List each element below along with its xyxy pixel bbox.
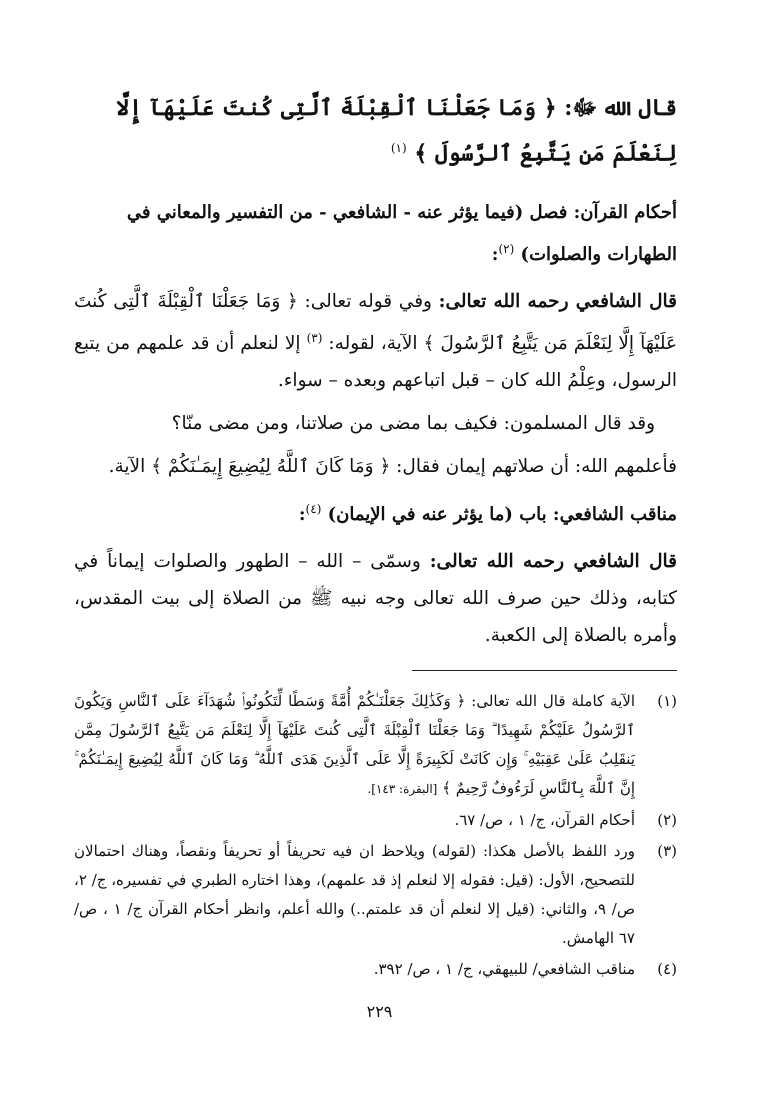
page-number: ٢٢٩ — [366, 1002, 393, 1021]
footnote-text: مناقب الشافعي/ للبيهقي، ج/ ١ ، ص/ ٣٩٢. — [373, 960, 635, 979]
footnote-source: [البقرة: ١٤٣]. — [367, 782, 438, 797]
footnote-mark: (٢) — [498, 242, 515, 257]
section-title-ahkam — [74, 195, 677, 273]
speaker-label: قال الشافعي رحمه الله تعالى: — [438, 291, 677, 313]
paragraph-text: إلا لنعلم أن قد علمهم من يتبع الرسول، وعِلْمُ الله كان – قبل اتباعهم وبعده – سواء. — [74, 333, 677, 392]
paragraph — [74, 283, 677, 399]
speaker-label: قال الشافعي رحمه الله تعالى: — [429, 551, 677, 573]
header-quote-text: قال الله ﷻ: ﴿ وَمَا جَعَلْنَا ٱلْقِبْلَةَ ٱلَّتِى كُنتَ عَلَيْهَآ إِلَّا لِنَعْلَمَ مَن يَتَّبِعُ ٱلرَّسُولَ ﴾ — [116, 95, 677, 167]
paragraph-text: وفي قوله تعالى: ﴿ وَمَا جَعَلْنَا ٱلْقِبْلَةَ ٱلَّتِى كُنتَ عَلَيْهَآ إِلَّا لِنَعْلَمَ مَن يَتَّبِعُ ٱلرَّسُولَ ﴾ الآية، لقوله: — [74, 291, 678, 355]
footnote-mark: (١) — [390, 141, 407, 155]
footnote-mark: (٣) — [306, 331, 323, 346]
footnote-item — [74, 687, 677, 804]
paragraph: فأعلمهم الله: أن صلاتهم إيمان فقال: ﴿ وَمَا كَانَ ٱللَّهُ لِيُضِيعَ إِيمَـٰنَكُمْ ﴾ الآية. — [108, 456, 677, 478]
footnote-mark: (٤) — [305, 502, 322, 517]
footnote-item — [74, 806, 677, 835]
footnote-number: (٣) — [657, 842, 677, 861]
section-title-text: مناقب الشافعي: باب (ما يؤثر عنه في الإيمان) — [327, 504, 677, 526]
footnote-item — [74, 955, 677, 984]
paragraph-text: وسمّى – الله – الطهور والصلوات إيماناً في كتابه، وذلك حين صرف الله تعالى وجه نبيه ﷺ من الصلاة إلى بيت المقدس، وأمره بالصلاة إلى الكعبة. — [74, 551, 677, 647]
section-title-manaqib — [74, 491, 677, 533]
footnote-number: (١) — [657, 692, 677, 711]
section-title-text: أحكام القرآن: فصل (فيما يؤثر عنه - الشافعي - من التفسير والمعاني في الطهارات والصلوات) — [126, 202, 677, 266]
footnote-text: أحكام القرآن، ج/ ١ ، ص/ ٦٧. — [454, 811, 635, 830]
footnote-text: ورد اللفظ بالأصل هكذا: (لقوله) ويلاحظ ان فيه تحريفاً أو تحريفاً ونقصاً، وهناك احتمالان للتصحيح، الأول: (قيل: فقوله إلا لنعلم إذ قد علمهم)، وهذا اختاره الطبري في تفسيره، ج/ ٢، ص/ ٩، والثاني: (قيل إلا لنعلم أن قد علمتم..) والله أعلم، وانظر أحكام القرآن ج/ ١ ، ص/ ٦٧ الهامش. — [74, 842, 635, 948]
footnote-number: (٤) — [657, 960, 677, 979]
title-colon: : — [298, 504, 306, 526]
paragraph: وقد قال المسلمون: فكيف بما مضى من صلاتنا، ومن مضى منّا؟ — [171, 413, 655, 435]
header-quote — [74, 88, 677, 173]
footnotes-list — [74, 687, 677, 984]
title-colon: : — [491, 244, 499, 266]
footnote-text — [74, 687, 635, 804]
footnote-number: (٢) — [657, 811, 677, 830]
footnote-body: الآية كاملة قال الله تعالى: ﴿ وَكَذَٰلِكَ جَعَلْنَـٰكُمْ أُمَّةً وَسَطًا لِّتَكُونُوا۟ شُهَدَآءَ عَلَى ٱلنَّاسِ وَيَكُونَ ٱلرَّسُولُ عَلَيْكُمْ شَهِيدًا ۗ وَمَا جَعَلْنَا ٱلْقِبْلَةَ ٱلَّتِى كُنتَ عَلَيْهَآ إِلَّا لِنَعْلَمَ مَن يَتَّبِعُ ٱلرَّسُولَ مِمَّن يَنقَلِبُ عَلَىٰ عَقِبَيْهِ ۚ وَإِن كَانَتْ لَكَبِيرَةً إِلَّا عَلَى ٱلَّذِينَ هَدَى ٱللَّهُ ۗ وَمَا كَانَ ٱللَّهُ لِيُضِيعَ إِيمَـٰنَكُمْ ۚ إِنَّ ٱللَّهَ بِٱلنَّاسِ لَرَءُوفٌ رَّحِيمٌ ﴾ — [74, 692, 635, 798]
footnote-divider — [412, 670, 677, 671]
paragraph — [74, 543, 677, 654]
footnote-item — [74, 837, 677, 953]
